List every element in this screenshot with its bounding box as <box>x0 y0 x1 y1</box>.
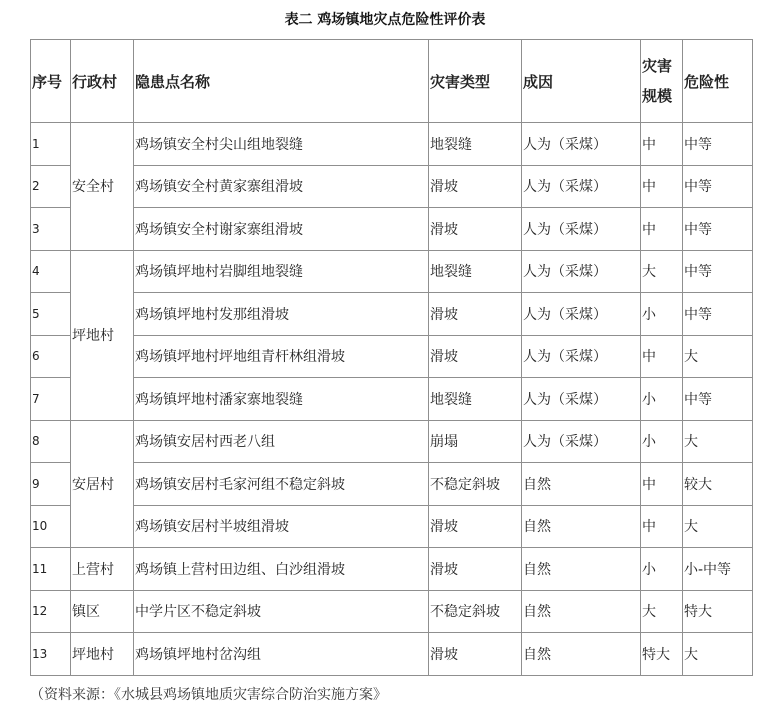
header-scale <box>641 40 683 123</box>
village-cell: 坪地村 <box>71 250 134 420</box>
cause: 人为（采煤） <box>522 378 641 421</box>
risk: 中等 <box>683 123 753 166</box>
risk: 大 <box>683 335 753 378</box>
scale: 中 <box>641 463 683 506</box>
site-name: 鸡场镇安居村西老八组 <box>134 420 429 463</box>
risk: 中等 <box>683 378 753 421</box>
hazard-type: 地裂缝 <box>429 378 522 421</box>
row-number: 12 <box>31 590 71 633</box>
hazard-type: 崩塌 <box>429 420 522 463</box>
row-number: 4 <box>31 250 71 293</box>
cause: 自然 <box>522 505 641 548</box>
scale: 大 <box>641 250 683 293</box>
scale: 小 <box>641 378 683 421</box>
row-number: 6 <box>31 335 71 378</box>
cause: 自然 <box>522 548 641 591</box>
scale: 大 <box>641 590 683 633</box>
cause: 人为（采煤） <box>522 293 641 336</box>
site-name: 鸡场镇坪地村发那组滑坡 <box>134 293 429 336</box>
hazard-evaluation-table <box>30 39 753 676</box>
cause: 人为（采煤） <box>522 123 641 166</box>
hazard-type: 不稳定斜坡 <box>429 590 522 633</box>
scale: 小 <box>641 548 683 591</box>
cause: 人为（采煤） <box>522 208 641 251</box>
site-name: 鸡场镇安全村尖山组地裂缝 <box>134 123 429 166</box>
site-name: 鸡场镇坪地村坪地组青杆林组滑坡 <box>134 335 429 378</box>
hazard-type: 滑坡 <box>429 505 522 548</box>
hazard-type: 滑坡 <box>429 165 522 208</box>
risk: 中等 <box>683 165 753 208</box>
scale: 中 <box>641 123 683 166</box>
risk: 特大 <box>683 590 753 633</box>
site-name: 鸡场镇坪地村岔沟组 <box>134 633 429 676</box>
site-name: 鸡场镇安居村半坡组滑坡 <box>134 505 429 548</box>
scale: 中 <box>641 335 683 378</box>
cause: 自然 <box>522 463 641 506</box>
table-row <box>31 250 753 293</box>
site-name: 鸡场镇安居村毛家河组不稳定斜坡 <box>134 463 429 506</box>
risk: 中等 <box>683 293 753 336</box>
header-risk: 危险性 <box>683 40 753 123</box>
cause: 人为（采煤） <box>522 250 641 293</box>
source-note: （资料来源：《水城县鸡场镇地质灾害综合防治实施方案》 <box>30 687 387 703</box>
row-number: 3 <box>31 208 71 251</box>
header-site: 隐患点名称 <box>134 40 429 123</box>
site-name: 鸡场镇坪地村岩脚组地裂缝 <box>134 250 429 293</box>
site-name: 鸡场镇坪地村潘家寨地裂缝 <box>134 378 429 421</box>
table-row <box>31 548 753 591</box>
risk: 大 <box>683 505 753 548</box>
header-scale-line1: 灾害 <box>642 57 673 75</box>
scale: 中 <box>641 165 683 208</box>
hazard-type: 滑坡 <box>429 293 522 336</box>
village-cell: 上营村 <box>71 548 134 591</box>
site-name: 鸡场镇上营村田边组、白沙组滑坡 <box>134 548 429 591</box>
hazard-type: 地裂缝 <box>429 123 522 166</box>
scale: 中 <box>641 208 683 251</box>
row-number: 7 <box>31 378 71 421</box>
risk: 中等 <box>683 250 753 293</box>
table-row <box>31 590 753 633</box>
cause: 人为（采煤） <box>522 335 641 378</box>
village-cell: 坪地村 <box>71 633 134 676</box>
table-row <box>31 123 753 166</box>
row-number: 11 <box>31 548 71 591</box>
header-scale-line2: 规模 <box>642 87 673 105</box>
scale: 特大 <box>641 633 683 676</box>
table-row <box>31 293 753 336</box>
cause: 人为（采煤） <box>522 165 641 208</box>
village-cell: 镇区 <box>71 590 134 633</box>
table-row <box>31 378 753 421</box>
scale: 中 <box>641 505 683 548</box>
site-name: 中学片区不稳定斜坡 <box>134 590 429 633</box>
village-cell: 安全村 <box>71 123 134 251</box>
row-number: 2 <box>31 165 71 208</box>
header-type: 灾害类型 <box>429 40 522 123</box>
row-number: 13 <box>31 633 71 676</box>
table-title: 表二 鸡场镇地灾点危险性评价表 <box>284 12 486 28</box>
table-row <box>31 208 753 251</box>
hazard-type: 滑坡 <box>429 335 522 378</box>
risk: 中等 <box>683 208 753 251</box>
row-number: 10 <box>31 505 71 548</box>
risk: 大 <box>683 633 753 676</box>
scale: 小 <box>641 293 683 336</box>
row-number: 5 <box>31 293 71 336</box>
village-cell: 安居村 <box>71 420 134 548</box>
header-village: 行政村 <box>71 40 134 123</box>
header-row <box>31 40 753 123</box>
risk: 小-中等 <box>683 548 753 591</box>
header-cause: 成因 <box>522 40 641 123</box>
table-row <box>31 335 753 378</box>
hazard-type: 不稳定斜坡 <box>429 463 522 506</box>
row-number: 1 <box>31 123 71 166</box>
risk: 较大 <box>683 463 753 506</box>
table-row <box>31 633 753 676</box>
site-name: 鸡场镇安全村黄家寨组滑坡 <box>134 165 429 208</box>
hazard-type: 滑坡 <box>429 548 522 591</box>
cause: 人为（采煤） <box>522 420 641 463</box>
hazard-type: 滑坡 <box>429 633 522 676</box>
site-name: 鸡场镇安全村谢家寨组滑坡 <box>134 208 429 251</box>
row-number: 8 <box>31 420 71 463</box>
risk: 大 <box>683 420 753 463</box>
table-row <box>31 165 753 208</box>
cause: 自然 <box>522 633 641 676</box>
scale: 小 <box>641 420 683 463</box>
hazard-type: 地裂缝 <box>429 250 522 293</box>
cause: 自然 <box>522 590 641 633</box>
table-row <box>31 463 753 506</box>
table-row <box>31 420 753 463</box>
table-row <box>31 505 753 548</box>
hazard-type: 滑坡 <box>429 208 522 251</box>
row-number: 9 <box>31 463 71 506</box>
header-no: 序号 <box>31 40 71 123</box>
